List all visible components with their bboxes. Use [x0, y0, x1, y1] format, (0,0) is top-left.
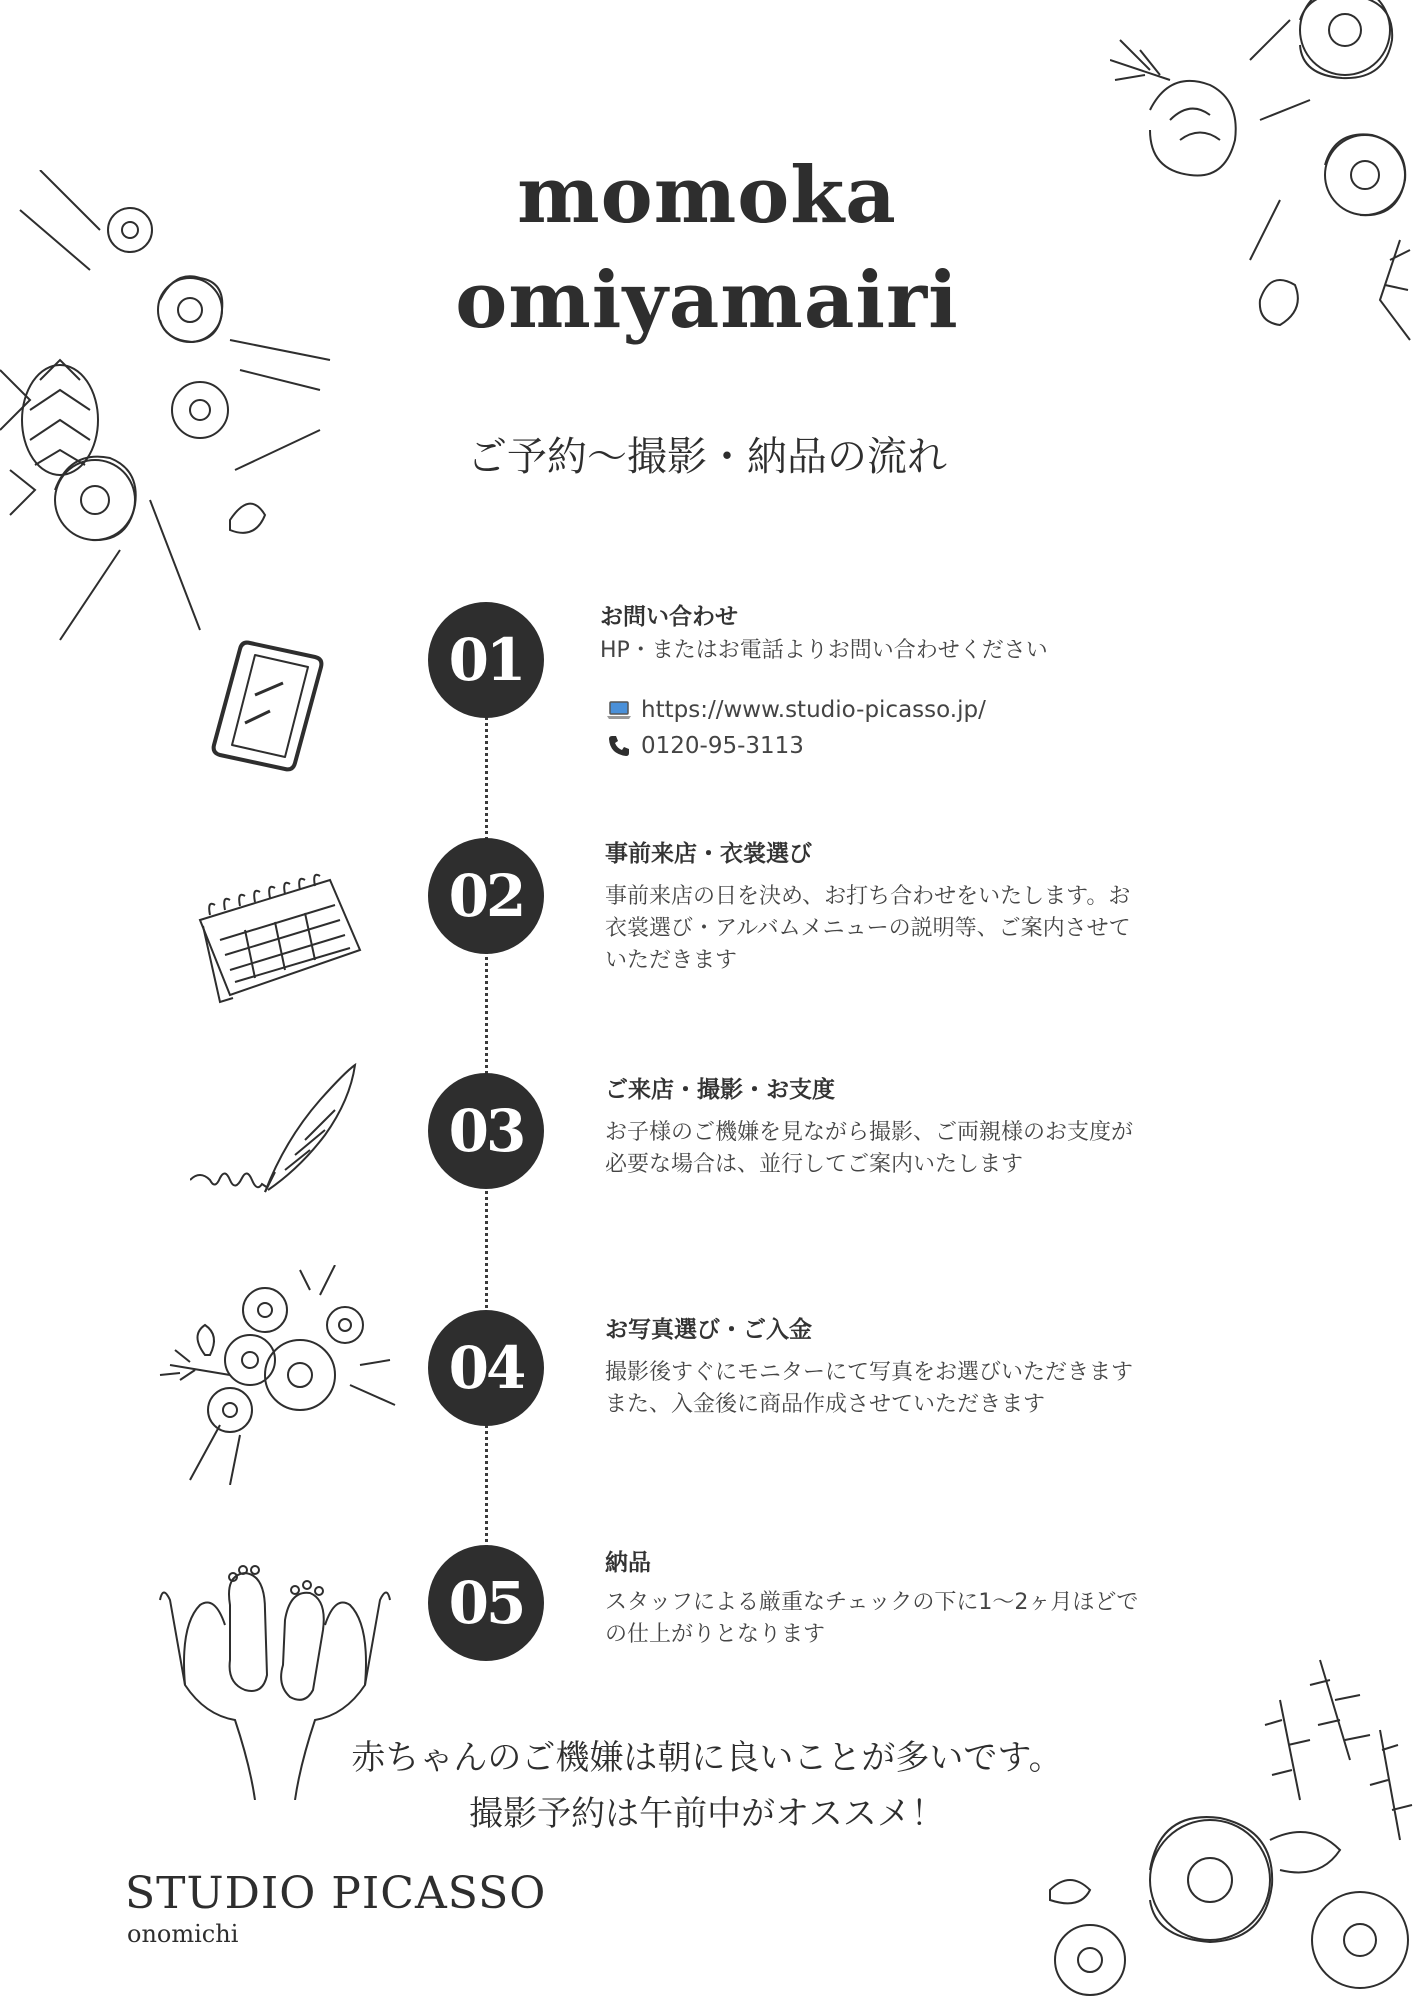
message-line1: 赤ちゃんのご機嫌は朝に良いことが多いです。	[351, 1738, 1063, 1778]
step-description-01: HP・またはお電話よりお問い合わせください	[600, 638, 1048, 663]
step-title-01: お問い合わせ	[600, 604, 738, 630]
calendar-icon	[195, 860, 365, 1010]
step-number-03: 03	[428, 1073, 544, 1189]
step-description-04-line1: 撮影後すぐにモニターにて写真をお選びいただきます	[605, 1360, 1134, 1385]
step-description-04	[605, 1357, 1150, 1421]
laptop-icon	[605, 700, 633, 720]
contact-url[interactable]	[605, 697, 986, 723]
contact-url-text[interactable]: https://www.studio-picasso.jp/	[641, 697, 986, 723]
contact-phone-text[interactable]: 0120-95-3113	[641, 733, 804, 759]
step-title-02: 事前来店・衣裳選び	[605, 841, 812, 867]
step-description-02: 事前来店の日を決め、お打ち合わせをいたします。お衣裳選び・アルバムメニューの説明等、ご案内させていただきます	[605, 884, 1131, 973]
step-title-05: 納品	[605, 1550, 651, 1576]
step-title-03: ご来店・撮影・お支度	[605, 1077, 835, 1103]
floral-top-left-icon	[0, 170, 340, 650]
page-title-line1: momoka	[517, 150, 897, 241]
step-description-04-line2: また、入金後に商品作成させていただきます	[605, 1392, 1046, 1417]
smartphone-icon	[205, 635, 325, 775]
brand-name: STUDIO PICASSO	[125, 1868, 547, 1919]
step-description-05: スタッフによる厳重なチェックの下に1～2ヶ月ほどでの仕上がりとなります	[605, 1590, 1139, 1647]
flower-bouquet-icon	[150, 1265, 400, 1485]
step-number-01: 01	[428, 602, 544, 718]
step-number-04: 04	[428, 1310, 544, 1426]
message-line2: 撮影予約は午前中がオススメ！	[469, 1794, 945, 1834]
phone-icon	[605, 735, 633, 757]
quill-pen-icon	[190, 1060, 365, 1200]
brand-location: onomichi	[127, 1920, 239, 1948]
contact-phone[interactable]	[605, 733, 804, 759]
page-subtitle: ご予約～撮影・納品の流れ	[467, 434, 947, 480]
step-description-03: お子様のご機嫌を見ながら撮影、ご両親様のお支度が必要な場合は、並行してご案内いたします	[605, 1120, 1134, 1177]
step-number-05: 05	[428, 1545, 544, 1661]
page-title-line2: omiyamairi	[455, 255, 959, 346]
step-title-04: お写真選び・ご入金	[605, 1317, 812, 1343]
step-number-02: 02	[428, 838, 544, 954]
